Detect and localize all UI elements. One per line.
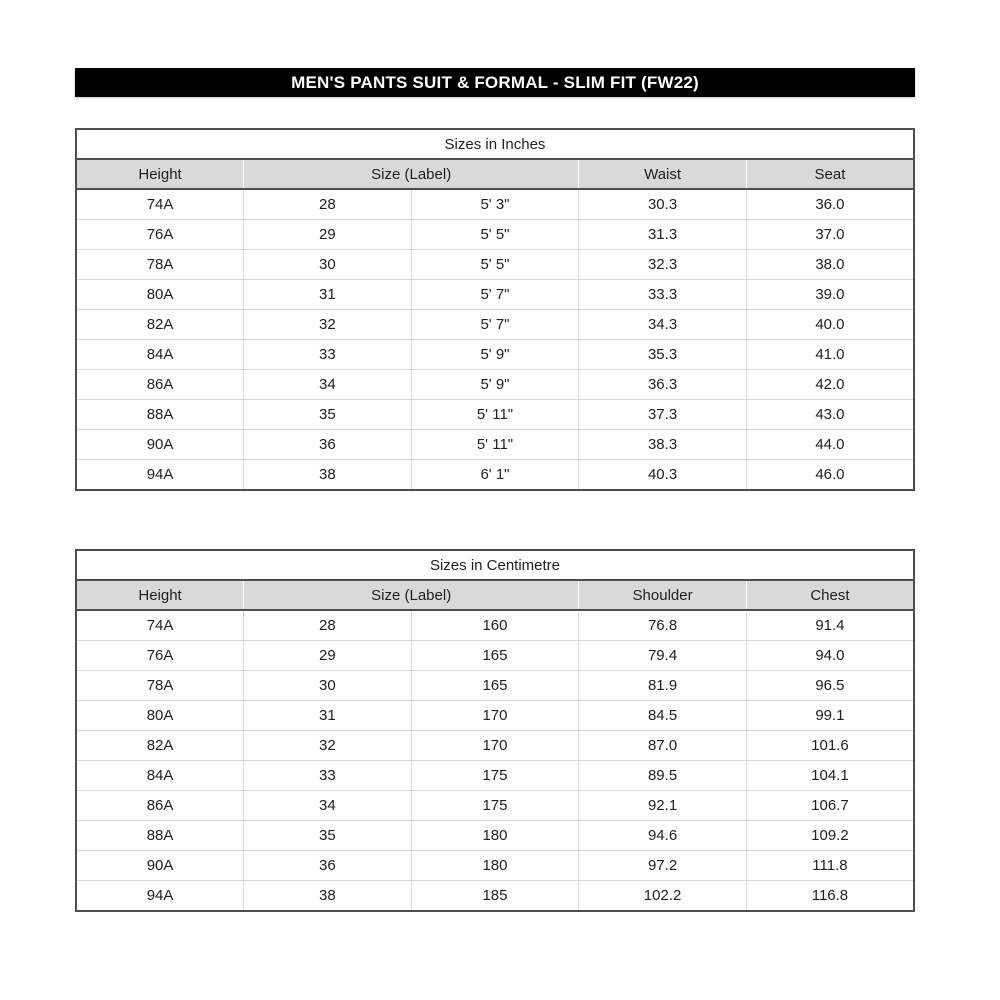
table-row <box>76 310 914 340</box>
table-row <box>76 671 914 701</box>
table-cell: 36 <box>244 430 412 460</box>
table-cell: 175 <box>411 761 579 791</box>
table-cell: 99.1 <box>746 701 914 731</box>
table-cell: 5' 9" <box>411 340 579 370</box>
page-title: MEN'S PANTS SUIT & FORMAL - SLIM FIT (FW22) <box>75 68 915 97</box>
table-cell: 37.3 <box>579 400 747 430</box>
table-cell: 106.7 <box>746 791 914 821</box>
table-row <box>76 280 914 310</box>
table-cell: 116.8 <box>746 881 914 912</box>
table-cell: 35.3 <box>579 340 747 370</box>
table-header-row <box>76 580 914 610</box>
table-row <box>76 881 914 912</box>
table-cell: 32.3 <box>579 250 747 280</box>
table-cell: 32 <box>244 731 412 761</box>
table-row <box>76 370 914 400</box>
table-cell: 36.0 <box>746 189 914 220</box>
table-cell: 78A <box>76 671 244 701</box>
table-cell: 76A <box>76 220 244 250</box>
table-cell: 29 <box>244 641 412 671</box>
table-cell: 29 <box>244 220 412 250</box>
table-cell: 87.0 <box>579 731 747 761</box>
table-cell: 31 <box>244 701 412 731</box>
table-cell: 5' 11" <box>411 430 579 460</box>
table-cell: 38.3 <box>579 430 747 460</box>
table-cell: 74A <box>76 610 244 641</box>
table-cell: 90A <box>76 430 244 460</box>
table-cell: 82A <box>76 731 244 761</box>
table-header-row <box>76 159 914 189</box>
table-cell: 5' 3" <box>411 189 579 220</box>
table-cell: 97.2 <box>579 851 747 881</box>
table-cell: 89.5 <box>579 761 747 791</box>
table-cell: 96.5 <box>746 671 914 701</box>
column-header-height: Height <box>76 580 244 610</box>
table-cell: 170 <box>411 731 579 761</box>
table-cell: 30 <box>244 671 412 701</box>
table-row <box>76 340 914 370</box>
table-row <box>76 189 914 220</box>
table-cell: 35 <box>244 821 412 851</box>
table-cell: 160 <box>411 610 579 641</box>
table-row <box>76 761 914 791</box>
table-cell: 36 <box>244 851 412 881</box>
table-cell: 94.0 <box>746 641 914 671</box>
table-cell: 6' 1" <box>411 460 579 491</box>
table-cell: 35 <box>244 400 412 430</box>
table-row <box>76 641 914 671</box>
table-row <box>76 851 914 881</box>
table-cell: 78A <box>76 250 244 280</box>
table-row <box>76 701 914 731</box>
column-header-chest: Chest <box>746 580 914 610</box>
table-cell: 185 <box>411 881 579 912</box>
table-cell: 84A <box>76 761 244 791</box>
table-cell: 46.0 <box>746 460 914 491</box>
table-cell: 88A <box>76 821 244 851</box>
table-caption: Sizes in Centimetre <box>76 550 914 580</box>
table-cell: 39.0 <box>746 280 914 310</box>
table-sizes-in-centimetre <box>75 549 915 912</box>
table-cell: 40.0 <box>746 310 914 340</box>
table-cell: 34 <box>244 370 412 400</box>
table-cell: 42.0 <box>746 370 914 400</box>
table-cell: 88A <box>76 400 244 430</box>
table-row <box>76 400 914 430</box>
table-sizes-in-inches <box>75 128 915 491</box>
table-cell: 79.4 <box>579 641 747 671</box>
table-cell: 5' 7" <box>411 310 579 340</box>
table-cell: 91.4 <box>746 610 914 641</box>
table-row <box>76 250 914 280</box>
table-cell: 33.3 <box>579 280 747 310</box>
table-cell: 33 <box>244 761 412 791</box>
table-cell: 31.3 <box>579 220 747 250</box>
table-cell: 5' 5" <box>411 250 579 280</box>
table-cell: 101.6 <box>746 731 914 761</box>
table-cell: 94A <box>76 460 244 491</box>
table-cell: 37.0 <box>746 220 914 250</box>
table-cell: 36.3 <box>579 370 747 400</box>
table-cell: 5' 5" <box>411 220 579 250</box>
table-cell: 30.3 <box>579 189 747 220</box>
table-cell: 81.9 <box>579 671 747 701</box>
table-cell: 86A <box>76 791 244 821</box>
table-cell: 5' 7" <box>411 280 579 310</box>
table-row <box>76 220 914 250</box>
table-cell: 40.3 <box>579 460 747 491</box>
table-cell: 84A <box>76 340 244 370</box>
table-caption-row <box>76 129 914 159</box>
table-cell: 32 <box>244 310 412 340</box>
table-cell: 30 <box>244 250 412 280</box>
table-cell: 38.0 <box>746 250 914 280</box>
column-header-size-label: Size (Label) <box>244 580 579 610</box>
table-caption-row <box>76 550 914 580</box>
table-cell: 28 <box>244 189 412 220</box>
table-cell: 90A <box>76 851 244 881</box>
table-cell: 80A <box>76 280 244 310</box>
table-cell: 170 <box>411 701 579 731</box>
table-cell: 82A <box>76 310 244 340</box>
table-cell: 28 <box>244 610 412 641</box>
table-cell: 94.6 <box>579 821 747 851</box>
table-row <box>76 610 914 641</box>
table-cell: 41.0 <box>746 340 914 370</box>
table-cell: 44.0 <box>746 430 914 460</box>
table-row <box>76 731 914 761</box>
table-cell: 74A <box>76 189 244 220</box>
table-cell: 102.2 <box>579 881 747 912</box>
table-cell: 33 <box>244 340 412 370</box>
table-cell: 180 <box>411 821 579 851</box>
table-cell: 92.1 <box>579 791 747 821</box>
table-cell: 43.0 <box>746 400 914 430</box>
table-cell: 86A <box>76 370 244 400</box>
table-caption: Sizes in Inches <box>76 129 914 159</box>
table-cell: 34.3 <box>579 310 747 340</box>
table-cell: 31 <box>244 280 412 310</box>
table-cell: 38 <box>244 460 412 491</box>
table-row <box>76 791 914 821</box>
table-row <box>76 821 914 851</box>
table-cell: 180 <box>411 851 579 881</box>
table-cell: 111.8 <box>746 851 914 881</box>
table-cell: 5' 9" <box>411 370 579 400</box>
table-row <box>76 460 914 491</box>
column-header-waist: Waist <box>579 159 747 189</box>
table-cell: 165 <box>411 671 579 701</box>
table-cell: 38 <box>244 881 412 912</box>
table-cell: 165 <box>411 641 579 671</box>
table-cell: 109.2 <box>746 821 914 851</box>
table-cell: 94A <box>76 881 244 912</box>
column-header-height: Height <box>76 159 244 189</box>
table-cell: 175 <box>411 791 579 821</box>
table-cell: 84.5 <box>579 701 747 731</box>
table-cell: 34 <box>244 791 412 821</box>
column-header-shoulder: Shoulder <box>579 580 747 610</box>
table-cell: 5' 11" <box>411 400 579 430</box>
table-row <box>76 430 914 460</box>
column-header-size-label: Size (Label) <box>244 159 579 189</box>
table-cell: 76A <box>76 641 244 671</box>
table-cell: 76.8 <box>579 610 747 641</box>
column-header-seat: Seat <box>746 159 914 189</box>
table-cell: 80A <box>76 701 244 731</box>
table-cell: 104.1 <box>746 761 914 791</box>
